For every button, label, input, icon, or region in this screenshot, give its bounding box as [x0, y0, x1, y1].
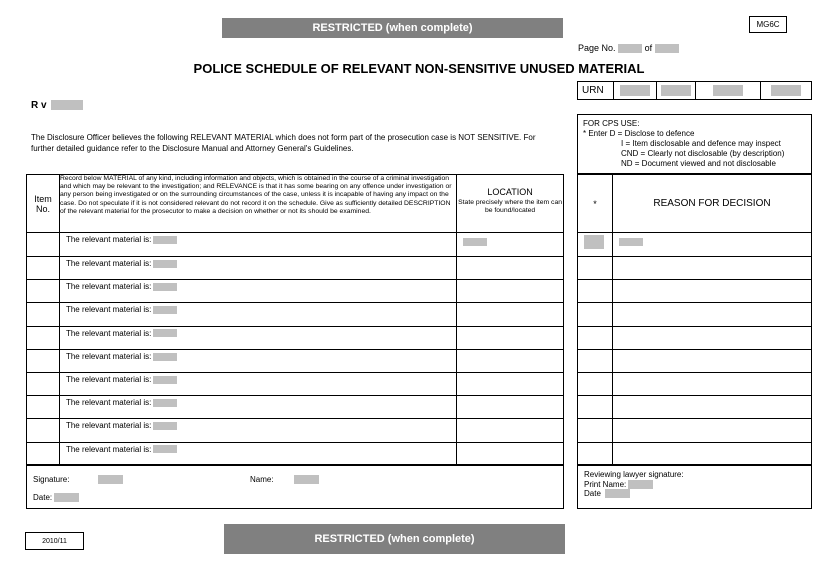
- rv-line: [31, 100, 83, 111]
- description-field[interactable]: [153, 445, 177, 453]
- cps-row: [578, 233, 812, 257]
- cps-row: [578, 303, 812, 326]
- cps-heading: FOR CPS USE:: [583, 119, 640, 128]
- cps-use-box: [577, 114, 812, 174]
- page-number-line: [578, 43, 679, 53]
- cps-enter-line: * Enter D = Disclose to defence: [583, 129, 695, 138]
- location-cell[interactable]: [457, 326, 564, 349]
- description-field[interactable]: [153, 353, 177, 361]
- cps-row: [578, 326, 812, 349]
- description-cell[interactable]: [59, 303, 456, 326]
- decision-code-cell[interactable]: [578, 233, 613, 257]
- item-no-cell[interactable]: [27, 396, 60, 419]
- reason-field[interactable]: [619, 238, 643, 246]
- table-row: [27, 303, 564, 326]
- row-label: The relevant material is:: [65, 398, 152, 408]
- item-no-header: Item No.: [27, 175, 60, 233]
- cps-nd-line: ND = Document viewed and not disclosable: [621, 159, 776, 168]
- restricted-banner-bottom-text: RESTRICTED (when complete): [314, 533, 475, 545]
- cps-cnd-line: CND = Clearly not disclosable (by description): [621, 149, 785, 158]
- date-line: [33, 493, 79, 502]
- cps-row: [578, 396, 812, 419]
- signature-box: [26, 464, 564, 509]
- reason-header: REASON FOR DECISION: [612, 175, 811, 233]
- item-no-cell[interactable]: [27, 303, 60, 326]
- cps-row: [578, 257, 812, 280]
- description-field[interactable]: [153, 376, 177, 384]
- row-label: The relevant material is:: [65, 305, 152, 315]
- row-label: The relevant material is:: [65, 235, 152, 244]
- form-code: MG6C: [756, 20, 780, 29]
- description-cell[interactable]: [59, 442, 456, 465]
- table-row: [27, 326, 564, 349]
- description-field[interactable]: [153, 399, 177, 407]
- page-no-label: Page No.: [578, 43, 616, 53]
- urn-field-2[interactable]: [657, 82, 696, 99]
- cps-row: [578, 280, 812, 303]
- version-box: [25, 532, 84, 550]
- description-cell[interactable]: [59, 396, 456, 419]
- item-no-cell[interactable]: [27, 419, 60, 442]
- reason-cell[interactable]: [612, 372, 811, 395]
- description-cell[interactable]: [59, 419, 456, 442]
- item-no-cell[interactable]: [27, 233, 60, 257]
- page-of-label: of: [644, 43, 653, 53]
- cps-decision-table: [577, 174, 812, 466]
- location-cell[interactable]: [457, 419, 564, 442]
- urn-label: URN: [582, 85, 604, 96]
- location-cell[interactable]: [457, 257, 564, 280]
- description-cell[interactable]: [59, 280, 456, 303]
- location-header: [457, 175, 564, 233]
- table-row: [27, 280, 564, 303]
- cps-row: [578, 372, 812, 395]
- signature-field[interactable]: [98, 475, 123, 484]
- location-title: LOCATION: [487, 187, 533, 197]
- location-cell[interactable]: [457, 303, 564, 326]
- row-label: The relevant material is:: [65, 259, 152, 268]
- location-cell[interactable]: [457, 280, 564, 303]
- row-label: The relevant material is:: [65, 421, 152, 431]
- page-total-field[interactable]: [655, 44, 679, 53]
- location-cell[interactable]: [457, 349, 564, 372]
- print-name-label: Print Name:: [584, 479, 627, 489]
- description-cell[interactable]: [59, 349, 456, 372]
- rv-field[interactable]: [51, 100, 83, 110]
- location-cell[interactable]: [457, 372, 564, 395]
- urn-field-3[interactable]: [696, 82, 761, 99]
- table-row: [27, 349, 564, 372]
- reason-cell[interactable]: [612, 419, 811, 442]
- decision-code-cell[interactable]: [578, 257, 613, 280]
- restricted-banner-top: [222, 18, 563, 38]
- table-row: [27, 396, 564, 419]
- urn-field-1[interactable]: [614, 82, 657, 99]
- restricted-banner-top-text: RESTRICTED (when complete): [312, 22, 473, 34]
- table-row: [27, 257, 564, 280]
- restricted-banner-bottom: [224, 524, 565, 554]
- decision-code-cell[interactable]: [578, 303, 613, 326]
- reason-cell[interactable]: [612, 349, 811, 372]
- name-label: Name:: [250, 475, 274, 484]
- description-field[interactable]: [153, 329, 177, 337]
- table-row: [27, 442, 564, 465]
- description-cell[interactable]: [59, 326, 456, 349]
- decision-code-cell[interactable]: [578, 349, 613, 372]
- signature-line: [33, 475, 123, 484]
- urn-box: [577, 81, 812, 100]
- item-no-cell[interactable]: [27, 280, 60, 303]
- description-field[interactable]: [153, 422, 177, 430]
- description-header: Record below MATERIAL of any kind, including information and objects, which is obtained in the course of a criminal investigation and which may be relevant to the investigation; and RELEVANCE is that it has some bearing on any offence under investigation or any person being investigated or on the surrounding circumstances of the case, unless it is incapable of having any impact on the case. Do not speculate if it is not considered relevant do not record it on the schedule. Give as sufficiently detailed DESCRIPTION of the relevant material for the prosecutor to make a decision on whether or not its should be examined.: [59, 175, 456, 233]
- row-label: The relevant material is:: [65, 282, 152, 292]
- row-label: The relevant material is:: [65, 351, 152, 361]
- location-field[interactable]: [463, 238, 487, 246]
- reason-cell[interactable]: [612, 280, 811, 303]
- item-no-cell[interactable]: [27, 257, 60, 280]
- description-field[interactable]: [153, 283, 177, 291]
- location-cell[interactable]: [457, 233, 564, 257]
- name-line: [250, 475, 319, 484]
- decision-code-cell[interactable]: [578, 326, 613, 349]
- description-cell[interactable]: [59, 257, 456, 280]
- item-no-cell[interactable]: [27, 349, 60, 372]
- item-no-cell[interactable]: [27, 372, 60, 395]
- cps-date-line: [584, 489, 811, 499]
- description-cell[interactable]: [59, 233, 456, 257]
- urn-label-cell: [578, 82, 614, 99]
- version-text: 2010/11: [42, 537, 67, 545]
- schedule-table: [26, 174, 564, 466]
- decision-code-field[interactable]: [584, 235, 604, 249]
- cps-row: [578, 349, 812, 372]
- description-field[interactable]: [153, 236, 177, 244]
- star-header: *: [578, 175, 613, 233]
- cps-row: [578, 442, 812, 465]
- decision-code-cell[interactable]: [578, 280, 613, 303]
- rv-label: R v: [31, 100, 47, 111]
- location-cell[interactable]: [457, 442, 564, 465]
- reason-cell[interactable]: [612, 326, 811, 349]
- table-row: [27, 419, 564, 442]
- item-no-cell[interactable]: [27, 326, 60, 349]
- print-name-field[interactable]: [628, 480, 653, 489]
- page-no-field[interactable]: [618, 44, 642, 53]
- date-field[interactable]: [54, 493, 79, 502]
- item-no-cell[interactable]: [27, 442, 60, 465]
- decision-code-cell[interactable]: [578, 372, 613, 395]
- cps-row: [578, 419, 812, 442]
- table-row: [27, 372, 564, 395]
- location-sub: State precisely where the item can be found/located: [458, 199, 563, 214]
- date-label: Date:: [33, 493, 53, 502]
- reason-cell[interactable]: [612, 257, 811, 280]
- description-cell[interactable]: [59, 372, 456, 395]
- name-field[interactable]: [294, 475, 319, 484]
- reason-cell[interactable]: [612, 396, 811, 419]
- reviewing-label: Reviewing lawyer signature:: [584, 470, 684, 479]
- decision-code-cell[interactable]: [578, 396, 613, 419]
- cps-date-label: Date: [584, 489, 601, 498]
- intro-text: The Disclosure Officer believes the following RELEVANT MATERIAL which does not form part of the prosecution case is NOT SENSITIVE. For further detailed guidance refer to the Disclosure Manual and Attorney General's Guidelines.: [31, 133, 536, 153]
- reason-cell[interactable]: [612, 303, 811, 326]
- page-title: POLICE SCHEDULE OF RELEVANT NON-SENSITIVE UNUSED MATERIAL: [193, 61, 645, 76]
- location-cell[interactable]: [457, 396, 564, 419]
- urn-field-4[interactable]: [761, 82, 811, 99]
- form-code-box: [749, 16, 787, 33]
- cps-date-field[interactable]: [605, 489, 630, 498]
- reason-cell[interactable]: [612, 442, 811, 465]
- row-label: The relevant material is:: [65, 374, 152, 384]
- table-row: [27, 233, 564, 257]
- print-name-line: [584, 480, 811, 490]
- signature-label: Signature:: [33, 475, 70, 484]
- row-label: The relevant material is:: [65, 328, 152, 338]
- cps-i-line: I = Item disclosable and defence may inspect: [621, 139, 781, 148]
- decision-code-cell[interactable]: [578, 442, 613, 465]
- reason-cell[interactable]: [612, 233, 811, 257]
- reviewing-lawyer-box: [577, 464, 812, 509]
- decision-code-cell[interactable]: [578, 419, 613, 442]
- description-field[interactable]: [153, 306, 177, 314]
- description-field[interactable]: [153, 260, 177, 268]
- row-label: The relevant material is:: [65, 444, 152, 454]
